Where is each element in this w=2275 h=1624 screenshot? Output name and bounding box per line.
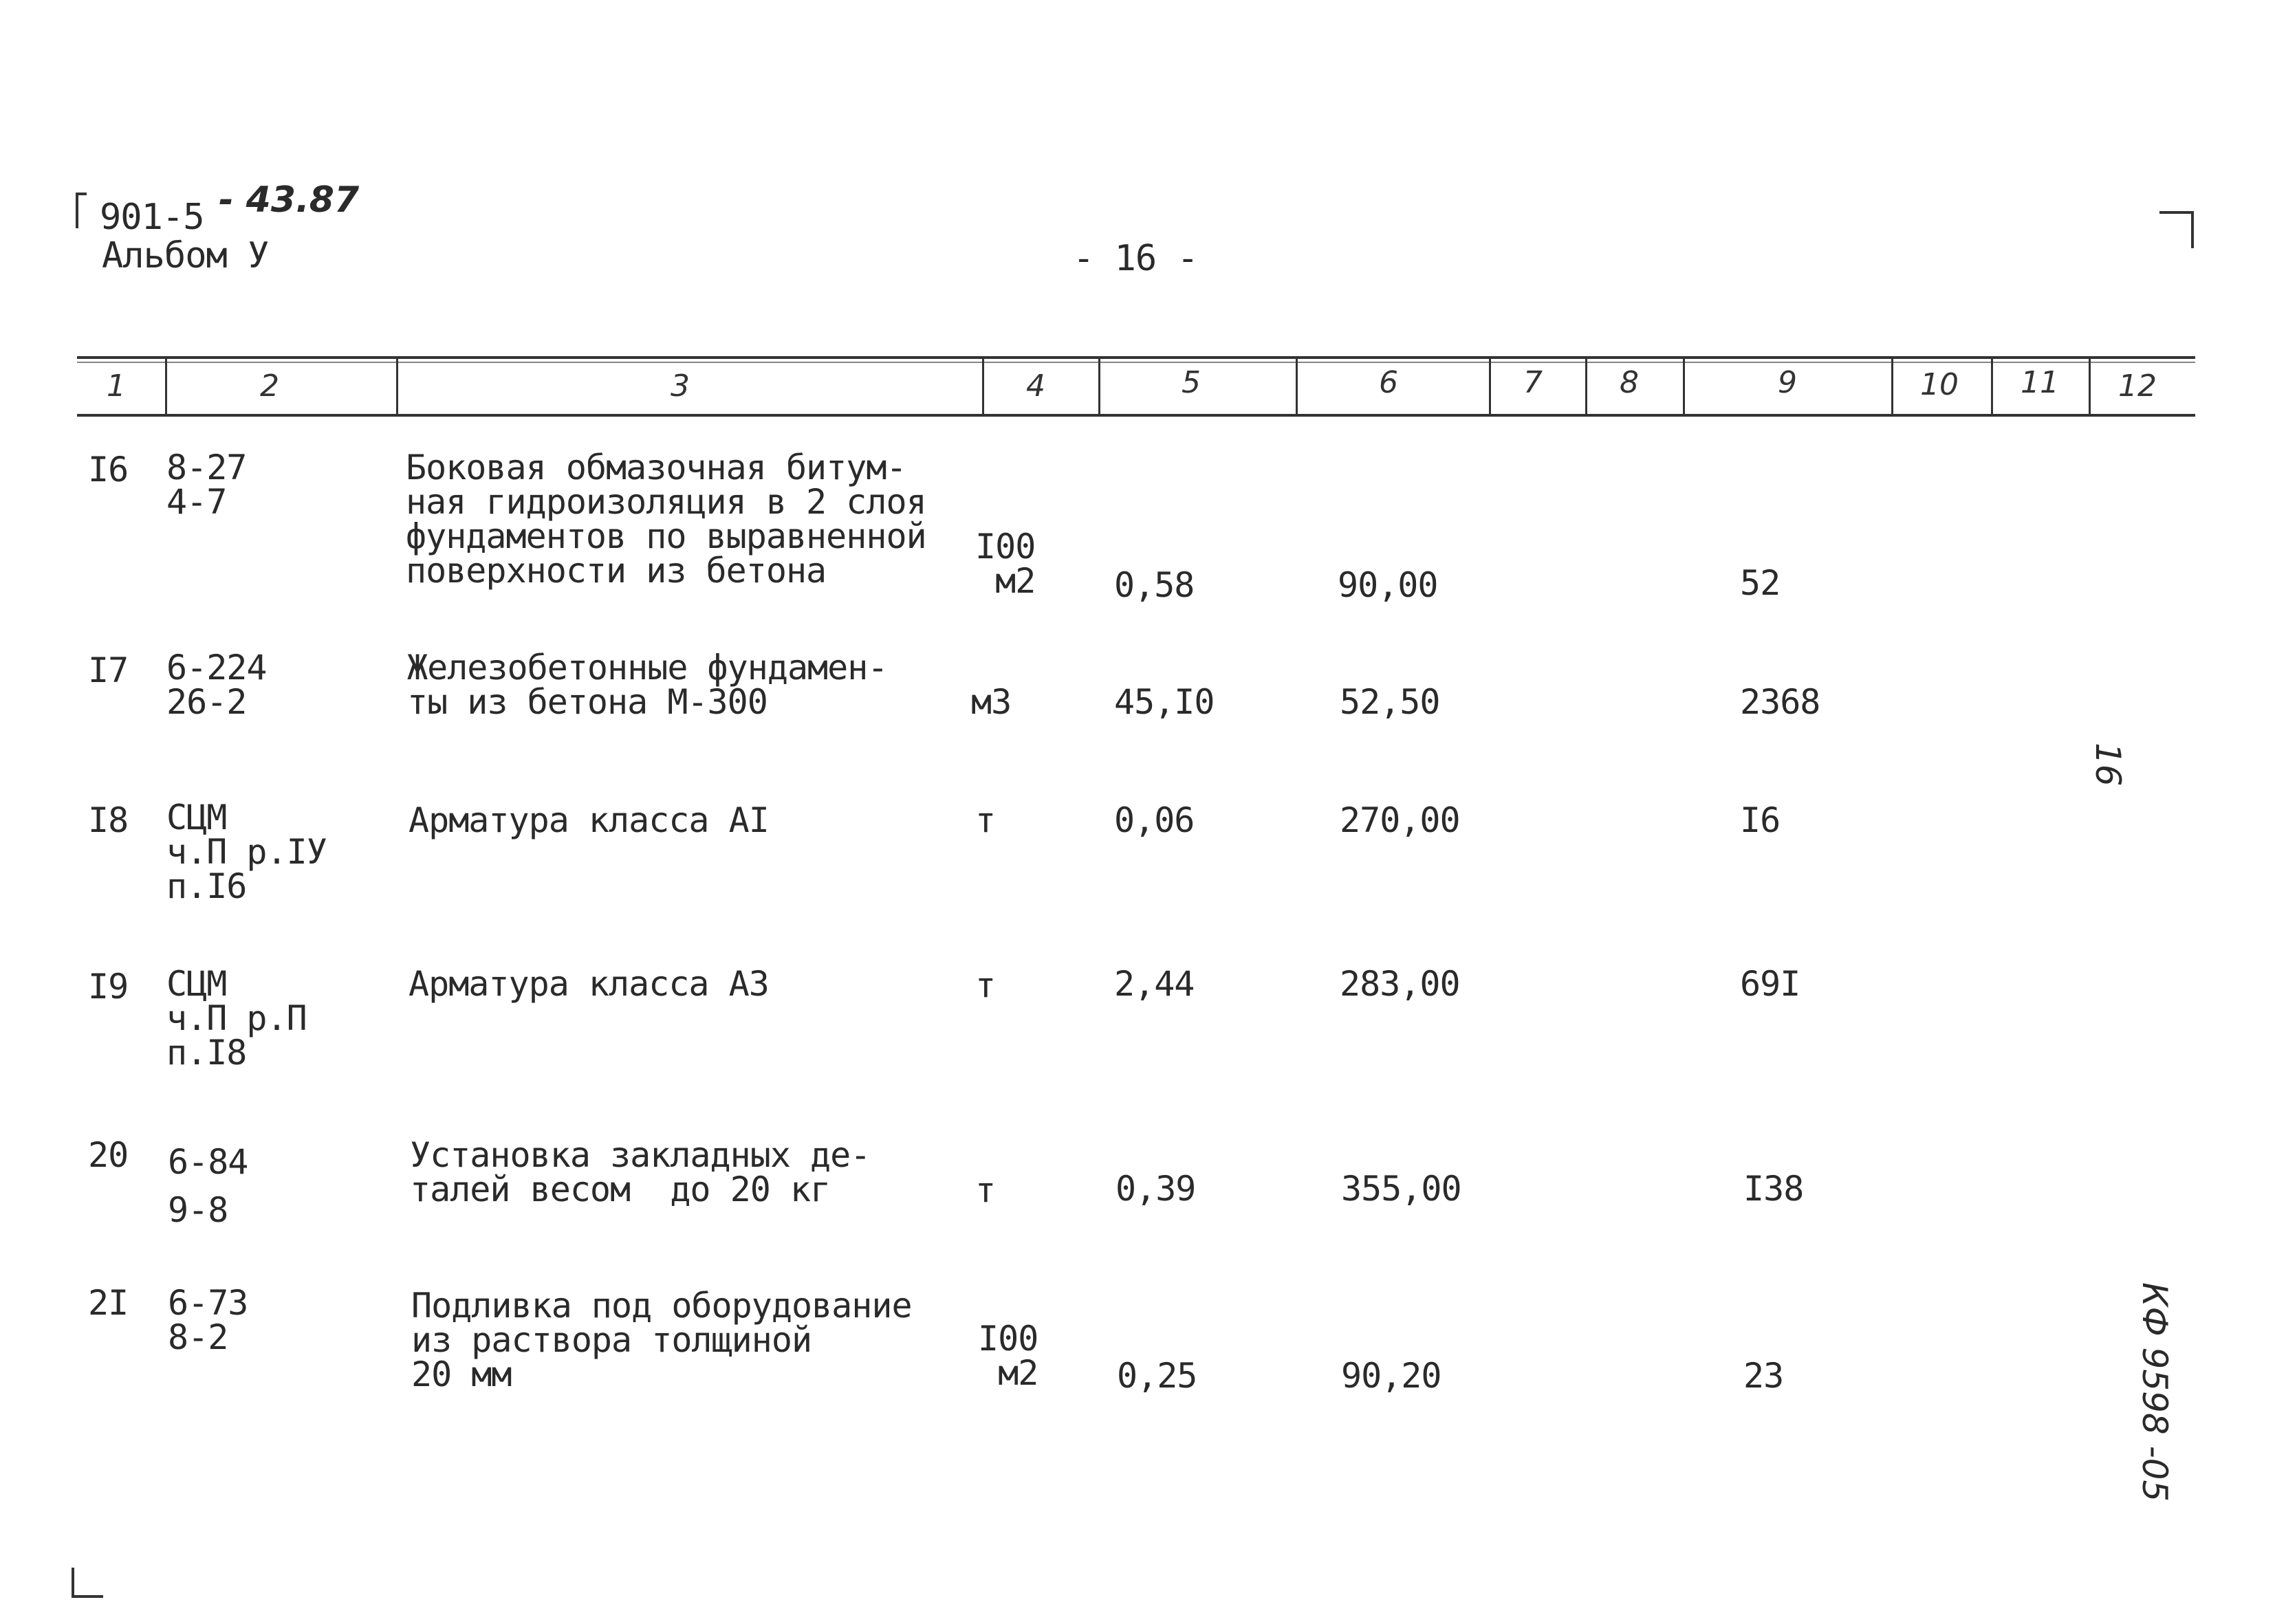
- column-header: 7: [1523, 365, 1543, 400]
- archive-code-handwritten: КФ 9598 -05: [2135, 1282, 2175, 1502]
- row-unit-price: 90,20: [1341, 1356, 1441, 1396]
- bottom-left-corner-mark: [72, 1568, 103, 1598]
- row-quantity: 0,25: [1117, 1356, 1197, 1396]
- row-number: I8: [88, 800, 129, 840]
- row-description: Установка закладных де- талей весом до 20 кг: [410, 1135, 871, 1209]
- column-divider: [1991, 359, 1993, 415]
- document-code: 901-5: [100, 197, 204, 238]
- row-unit: м3: [971, 682, 1012, 722]
- row-unit-price: 355,00: [1341, 1169, 1461, 1209]
- row-description: Арматура класса АI: [409, 800, 769, 840]
- row-description: Подливка под оборудование из раствора толщиной 20 мм: [411, 1286, 912, 1394]
- row-total: 69I: [1740, 964, 1800, 1004]
- top-left-corner-mark: [76, 193, 87, 228]
- column-header: 6: [1379, 365, 1398, 400]
- column-header: 4: [1026, 369, 1045, 404]
- row-reference: СЦМ ч.П р.П п.I8: [166, 964, 307, 1073]
- column-divider: [1489, 359, 1491, 415]
- top-right-corner-mark: [2159, 211, 2194, 248]
- row-unit: I00 м2: [975, 527, 1036, 601]
- row-total: I6: [1740, 800, 1781, 840]
- row-unit-price: 270,00: [1340, 800, 1460, 840]
- row-number: I9: [88, 967, 129, 1007]
- row-number: 20: [88, 1135, 129, 1175]
- row-total: I38: [1743, 1169, 1804, 1209]
- row-quantity: 0,06: [1114, 800, 1195, 840]
- column-divider: [1585, 359, 1587, 415]
- column-divider: [1891, 359, 1893, 415]
- sheet-mark-handwritten: 16: [2088, 743, 2128, 787]
- row-description: Арматура класса А3: [409, 964, 769, 1004]
- row-number: I7: [88, 650, 129, 690]
- document-code-handwritten: - 43.87: [219, 179, 360, 221]
- header-top-rule: [77, 356, 2195, 359]
- page-number: - 16 -: [1073, 238, 1198, 279]
- column-header: 10: [1920, 367, 1959, 402]
- row-unit-price: 90,00: [1338, 565, 1438, 605]
- row-reference-line-1: 6-84 9-8: [168, 1142, 248, 1230]
- header-bottom-rule: [77, 414, 2195, 417]
- row-total: 2368: [1740, 682, 1820, 722]
- column-divider: [2089, 359, 2091, 415]
- row-number: 2I: [88, 1283, 129, 1323]
- row-reference: СЦМ ч.П р.IУ п.I6: [166, 798, 327, 906]
- column-header: 1: [107, 369, 126, 404]
- column-divider: [982, 359, 984, 415]
- column-divider: [1098, 359, 1100, 415]
- column-divider: [396, 359, 398, 415]
- row-description: Железобетонные фундамен- ты из бетона М-300: [407, 648, 888, 722]
- column-header: 2: [260, 369, 279, 404]
- row-unit: I00 м2: [978, 1319, 1038, 1393]
- column-divider: [165, 359, 167, 415]
- album-label: Альбом У: [102, 235, 269, 276]
- column-header: 8: [1620, 365, 1639, 400]
- row-unit-price: 52,50: [1340, 682, 1440, 722]
- row-unit-price: 283,00: [1340, 964, 1460, 1004]
- column-divider: [1296, 359, 1298, 415]
- row-reference: 8-27 4-7: [166, 448, 247, 522]
- row-description: Боковая обмазочная битум- ная гидроизоляция в 2 слоя фундаментов по выравненной поверхности из бетона: [406, 448, 926, 591]
- column-header: 12: [2118, 369, 2157, 404]
- row-unit: т: [975, 800, 996, 840]
- row-quantity: 0,58: [1114, 565, 1195, 605]
- header-top-rule-2: [77, 362, 2195, 363]
- row-quantity: 45,I0: [1114, 682, 1215, 722]
- column-header: 11: [2021, 365, 2059, 400]
- row-reference: 6-224 26-2: [166, 648, 267, 722]
- row-number: I6: [88, 450, 129, 490]
- row-quantity: 2,44: [1114, 964, 1195, 1004]
- column-header: 3: [671, 369, 690, 404]
- column-header: 9: [1778, 365, 1797, 400]
- row-unit: т: [975, 1170, 996, 1210]
- row-total: 52: [1740, 563, 1781, 603]
- row-unit: т: [975, 965, 996, 1005]
- row-quantity: 0,39: [1115, 1169, 1196, 1209]
- column-header: 5: [1182, 365, 1201, 400]
- row-reference: 6-73 8-2: [168, 1283, 248, 1357]
- row-total: 23: [1743, 1356, 1784, 1396]
- column-divider: [1683, 359, 1685, 415]
